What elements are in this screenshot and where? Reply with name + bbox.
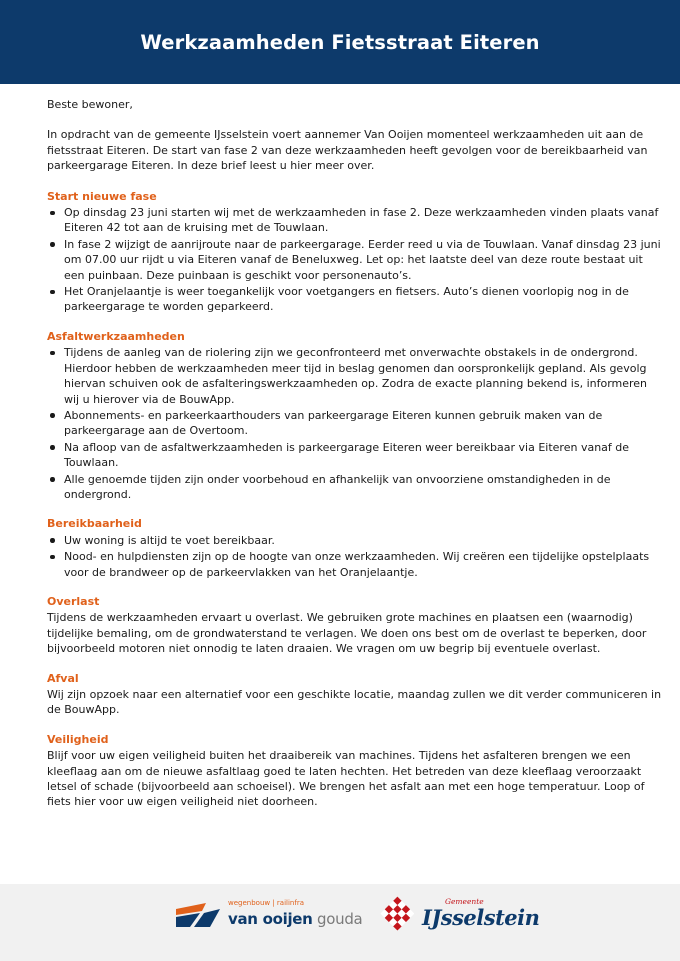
list-item: Uw woning is altijd te voet bereikbaar.: [47, 533, 663, 548]
van-ooijen-logo: [176, 899, 370, 945]
section-veiligheid: [47, 732, 663, 810]
section-heading: Afval: [47, 671, 79, 685]
van-ooijen-mark-icon: [176, 903, 220, 927]
bullet-list: [47, 533, 663, 580]
section-overlast: [47, 594, 663, 657]
section-text: Wij zijn opzoek naar een alternatief voor een geschikte locatie, maandag zullen we dit verder communiceren in de BouwApp.: [47, 688, 662, 717]
salutation: Beste bewoner,: [47, 98, 133, 111]
section-text: Tijdens de werkzaamheden ervaart u overlast. We gebruiken grote machines en plaatsen een (waarnodig) tijdelijke bemaling, om de grondwaterstand te verlagen. We doen ons best om de overlast te beperken, door bijvoorbeeld motoren niet onnodig te laten draaien. We vragen om uw begrip bij eventuele overlast.: [47, 611, 647, 656]
municipality-tagline: Gemeente: [445, 897, 484, 906]
contractor-name-secondary: gouda: [312, 910, 363, 928]
list-item: Het Oranjelaantje is weer toegankelijk voor voetgangers en fietsers. Auto’s dienen voorlopig nog in de parkeergarage te worden geparkeerd.: [47, 284, 663, 315]
list-item: Op dinsdag 23 juni starten wij met de werkzaamheden in fase 2. Deze werkzaamheden vinden plaats vanaf Eiteren 42 tot aan de kruising met de Touwlaan.: [47, 205, 663, 236]
municipality-name: IJsselstein: [422, 905, 540, 930]
section-start-nieuwe-fase: [47, 189, 663, 315]
section-asfaltwerkzaamheden: [47, 329, 663, 502]
contractor-name-primary: van ooijen: [228, 910, 313, 928]
intro-paragraph: In opdracht van de gemeente IJsselstein voert aannemer Van Ooijen momenteel werkzaamheden uit aan de fietsstraat Eiteren. De start van fase 2 van deze werkzaamheden heeft gevolgen voor de bereikbaarheid van parkeergarage Eiteren. In deze brief leest u hier meer over.: [47, 128, 648, 173]
section-heading: Overlast: [47, 594, 100, 608]
list-item: Nood- en hulpdiensten zijn op de hoogte van onze werkzaamheden. Wij creëren een tijdelijke opstelplaats voor de brandweer op de parkeervlakken van het Oranjelaantje.: [47, 549, 663, 580]
section-text: Blijf voor uw eigen veiligheid buiten het draaibereik van machines. Tijdens het asfalteren brengen we een kleeflaag aan om de nieuwe asfaltlaag goed te laten hechten. Het betreden van deze kleeflaag veroorzaakt letsel of schade (bijvoorbeeld aan schoeisel). We brengen het asfalt aan met een hoge temperatuur. Loop of fiets hier voor uw eigen veiligheid niet doorheen.: [47, 749, 645, 809]
page-header: [0, 0, 680, 84]
section-heading: Start nieuwe fase: [47, 189, 157, 203]
section-heading: Veiligheid: [47, 732, 109, 746]
list-item: Na afloop van de asfaltwerkzaamheden is parkeergarage Eiteren weer bereikbaar via Eiteren vanaf de Touwlaan.: [47, 440, 663, 471]
section-heading: Bereikbaarheid: [47, 517, 142, 531]
list-item: Tijdens de aanleg van de riolering zijn we geconfronteerd met onverwachte obstakels in de ondergrond. Hierdoor hebben de werkzaamheden meer tijd in beslag genomen dan oorspronkelijk gepland. Als gevolg hiervan schuiven ook de asfalteringswerkzaamheden op. Zodra de exacte planning bekend is, informeren wij u hierover via de BouwApp.: [47, 345, 663, 407]
section-heading: Asfaltwerkzaamheden: [47, 329, 185, 343]
ijsselstein-logo: [378, 895, 548, 939]
list-item: Alle genoemde tijden zijn onder voorbehoud en afhankelijk van onvoorziene omstandigheden in de ondergrond.: [47, 472, 663, 503]
letter-body: [47, 97, 663, 824]
section-afval: [47, 671, 663, 718]
page-title: Werkzaamheden Fietsstraat Eiteren: [140, 30, 540, 54]
bullet-list: [47, 345, 663, 502]
contractor-tagline: wegenbouw | railinfra: [228, 899, 304, 907]
list-item: Abonnements- en parkeerkaarthouders van parkeergarage Eiteren kunnen gebruik maken van de parkeergarage aan de Overtoom.: [47, 408, 663, 439]
contractor-name: [228, 910, 362, 928]
ijsselstein-checker-icon: [378, 895, 414, 935]
section-bereikbaarheid: [47, 516, 663, 580]
list-item: In fase 2 wijzigt de aanrijroute naar de parkeergarage. Eerder reed u via de Touwlaan. Vanaf dinsdag 23 juni om 07.00 uur rijdt u via Eiteren vanaf de Beneluxweg. Let op: het laatste deel van deze route bestaat uit een puinbaan. Deze puinbaan is geschikt voor personenauto’s.: [47, 237, 663, 283]
bullet-list: [47, 205, 663, 315]
